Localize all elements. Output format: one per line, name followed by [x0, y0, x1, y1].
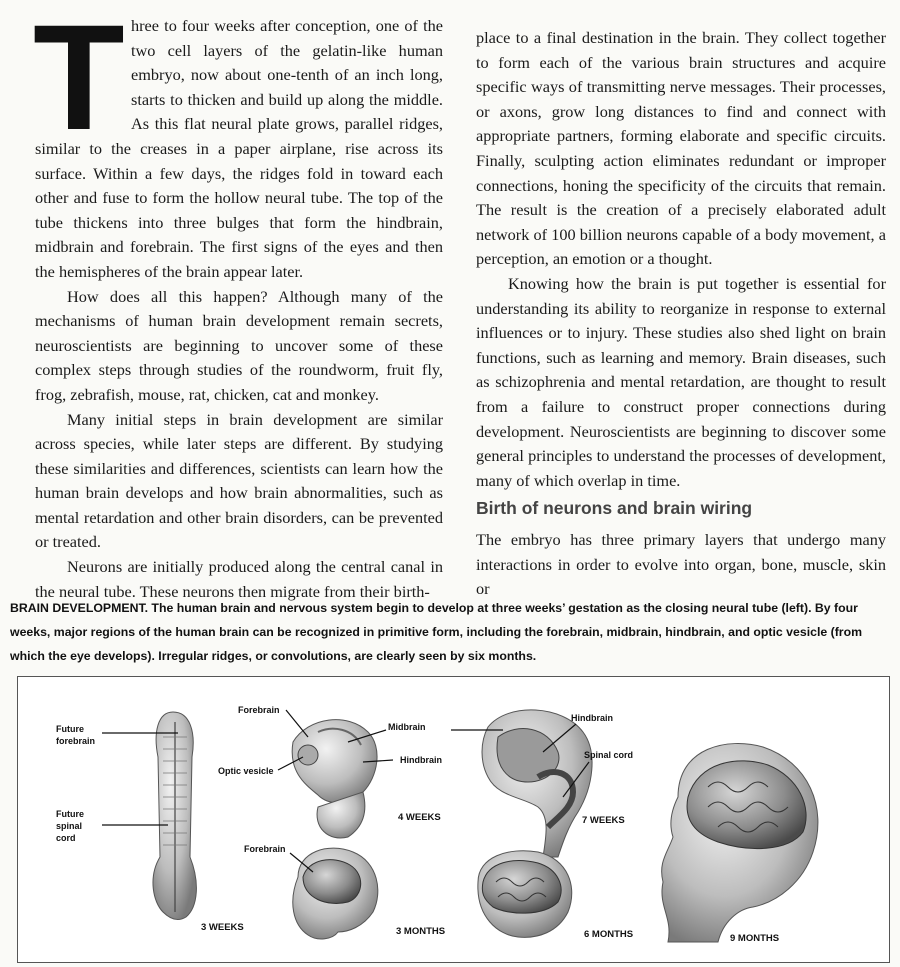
paragraph-5: Knowing how the brain is put together is essential for understanding its ability to reorganize in response to external influences or to injury. These studies also shed light on brain functions, such as learning and memory. Brain diseases, such as schizophrenia and mental retardation, are thought to result from a failure to construct proper connections during development. Neuroscientists are beginning to discover some general principles to understand the processes of development, many of which overlap in time. — [476, 273, 886, 490]
left-column — [33, 0, 443, 604]
label-forebrain-3m: Forebrain — [244, 844, 286, 854]
paragraph-2: How does all this happen? Although many of the mechanisms of human brain development remain secrets, neuroscientists are beginning to uncover some of these complex steps through studies of the roundworm, fruit fly, frog, zebrafish, mouse, rat, chicken, cat and monkey. — [35, 286, 443, 404]
label-hindbrain-7w: Hindbrain — [571, 713, 613, 723]
brain-9-months — [662, 744, 818, 942]
label-forebrain-4w: Forebrain — [238, 705, 280, 715]
brain-3-months — [293, 848, 378, 939]
stage-7-weeks: 7 WEEKS — [582, 815, 625, 826]
brain-development-figure — [17, 676, 890, 963]
paragraph-6: The embryo has three primary layers that undergo many interactions in order to evolve into organ, bone, muscle, skin or — [476, 530, 886, 599]
caption-lead: BRAIN DEVELOPMENT. — [10, 601, 149, 615]
section-heading: Birth of neurons and brain wiring — [476, 498, 753, 518]
neural-tube-3-weeks — [153, 712, 196, 919]
label-optic-vesicle: Optic vesicle — [218, 766, 274, 776]
label-future-spinal-2: spinal — [56, 821, 83, 831]
figure-caption — [10, 596, 895, 668]
label-future-forebrain-1: Future — [56, 724, 84, 734]
paragraph-4: Neurons are initially produced along the central canal in the neural tube. These neurons then migrate from their birth- — [35, 557, 443, 601]
stage-9-months: 9 MONTHS — [730, 933, 780, 944]
drop-cap: T — [33, 0, 125, 161]
label-future-spinal-1: Future — [56, 809, 84, 819]
figure-illustration — [18, 677, 889, 962]
right-column — [476, 26, 886, 493]
brain-7-weeks — [482, 710, 592, 857]
paragraph-3: Many initial steps in brain development are similar across species, while later steps are different. By studying these similarities and differences, scientists can learn how the human brain develops and how brain abnormalities, such as mental retardation and other brain disorders, can be prevented or treated. — [35, 409, 443, 552]
caption-text: The human brain and nervous system begin to develop at three weeks’ gestation as the closing neural tube (left). By four weeks, major regions of the human brain can be recognized in primitive form, including the forebrain, midbrain, hindbrain, and optic vesicle (from which the eye develops). Irregular ridges, or convolutions, are clearly seen by six months. — [10, 601, 863, 663]
paragraph-6-block — [476, 528, 886, 602]
paragraph-4-continued: place to a final destination in the brain. They collect together to form each of the various brain structures and acquire specific ways of transmitting nerve messages. Their processes, or axons, grow long distances to find and connect with appropriate partners, forming elaborate and specific circuits. Finally, sculpting action eliminates redundant or improper connections, honing the specificity of the circuits that remain. The result is the creation of a precisely elaborated adult network of 100 billion neurons capable of a body movement, a perception, an emotion or a thought. — [476, 28, 886, 269]
label-spinal-cord-7w: Spinal cord — [584, 750, 634, 760]
stage-3-weeks: 3 WEEKS — [201, 922, 244, 933]
label-hindbrain-4w: Hindbrain — [400, 755, 442, 765]
stage-3-months: 3 MONTHS — [396, 926, 446, 937]
label-future-spinal-3: cord — [56, 833, 76, 843]
stage-6-months: 6 MONTHS — [584, 929, 634, 940]
label-midbrain-4w: Midbrain — [388, 722, 426, 732]
paragraph-1-text: hree to four weeks after conception, one of the two cell layers of the gelatin-like human embryo, now about one-tenth of an inch long, starts to thicken and build up along the middle. As this flat neural plate grows, parallel ridges, similar to the creases in a paper airplane, rise across its surface. Within a few days, the ridges fold in toward each other and fuse to form the hollow neural tube. The top of the tube thickens into three bulges that form the hindbrain, midbrain and forebrain. The first signs of the eyes and then the hemispheres of the brain appear later. — [35, 16, 443, 281]
paragraph-1 — [33, 0, 443, 285]
stage-4-weeks: 4 WEEKS — [398, 812, 441, 823]
brain-6-months — [478, 851, 572, 938]
label-future-forebrain-2: forebrain — [56, 736, 96, 746]
